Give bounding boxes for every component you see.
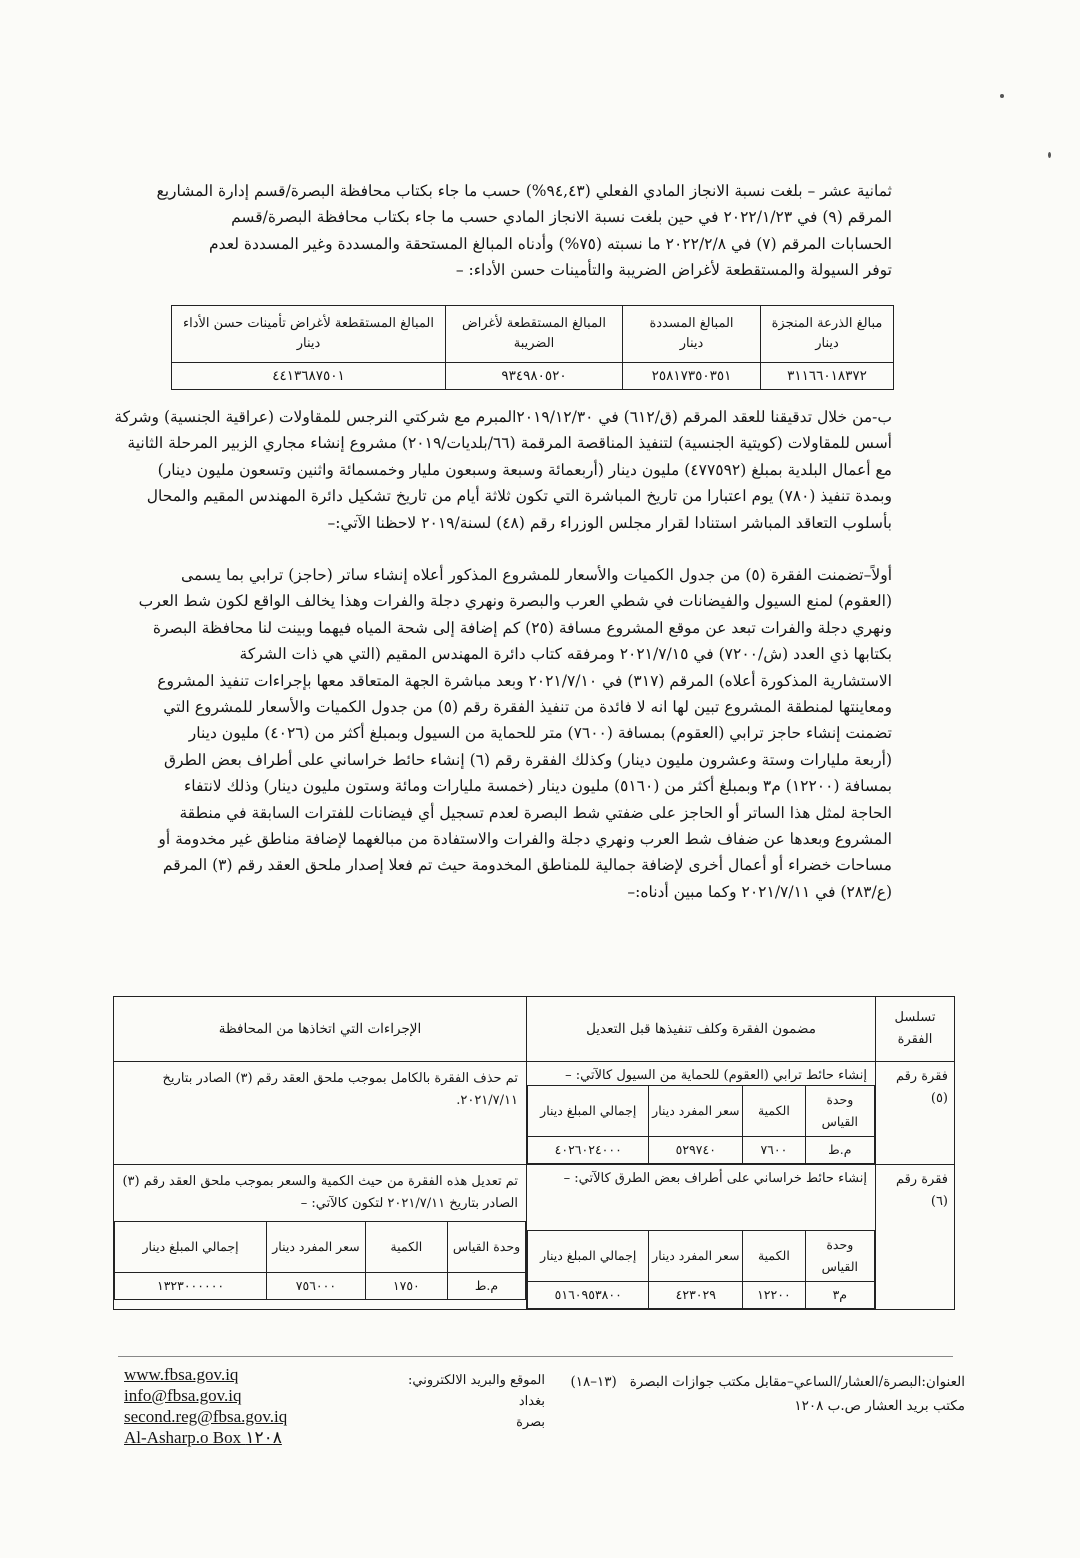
- footer-baghdad: بغداد: [518, 1394, 545, 1409]
- footer-links: [124, 1364, 334, 1448]
- amount-value: ٣١١٦٦٠١٨٣٧٢: [761, 363, 894, 390]
- inner-header-price: سعر المفرد دينار: [267, 1222, 366, 1273]
- row-action: [114, 1062, 527, 1165]
- intro-paragraph: [130, 178, 892, 284]
- row-content: [527, 1062, 876, 1165]
- section-first-paragraph: [130, 562, 892, 905]
- inner-header-total: إجمالي المبلغ دينار: [528, 1086, 649, 1137]
- row-title: إنشاء حائط ترابي (العقوم) للحماية من السيول كالآتي: –: [565, 1068, 867, 1083]
- inner-header-qty: الكمية: [743, 1086, 805, 1137]
- row-seq: فقرة رقم (٥): [876, 1062, 955, 1165]
- inner-header-price: سعر المفرد دينار: [649, 1086, 743, 1137]
- footer-address: [560, 1370, 965, 1418]
- row-content: [527, 1165, 876, 1310]
- section-first-line: ومعاينتها لمنطقة المشروع تبين لها انه لا فائدة من تنفيذ الفقرة رقم (٥) من جدول الكميات والأسعار للمشروع التي: [163, 698, 892, 717]
- cell-qty: ١٧٥٠: [365, 1273, 447, 1300]
- cell-price: ٧٥٦٠٠٠: [267, 1273, 366, 1300]
- table-row: [114, 1062, 955, 1165]
- section-b-line: ب-من خلال تدقيقنا للعقد المرقم (ق/٦١٢) في ٢٠١٩/١٢/٣٠المبرم مع شركتي النرجس للمقاولات (عراقية الجنسية) وشركة: [114, 408, 892, 426]
- section-b-line: وبمدة تنفيذ (٧٨٠) يوم اعتبارا من تاريخ المباشرة التي تكون ثلاثة أيام من تاريخ تشكيل دائرة المهندس المقيم والمحال: [146, 487, 892, 506]
- amount-value: ٤٤١٣٦٨٧٥٠١: [172, 363, 446, 390]
- intro-line: الحسابات المرقم (٧) في ٢٠٢٢/٢/٨ ما نسبته (٧٥%) وأدناه المبالغ المستحقة والمسددة وغير المسددة لعدم: [208, 234, 892, 253]
- section-first-line: الحاجة لمثل هذا الساتر أو الحاجز على ضفتي شط البصرة لعدم تسجيل أي فيضانات للفترات السابقة في منطقة: [179, 803, 892, 822]
- footer-phone: (١٣–١٨): [570, 1374, 617, 1390]
- amounts-table: [171, 305, 894, 390]
- po-box: Al-Asharp.o Box ١٢٠٨: [124, 1428, 282, 1447]
- footer-address-text: العنوان:البصرة/العشار/الساعي–مقابل مكتب جوازات البصرة: [629, 1374, 965, 1390]
- section-b-line: أسس للمقاولات (كويتية الجنسية) لتنفيذ المناقصة المرقمة (٦٦/بلديات/٢٠١٩) مشروع إنشاء مجاري الزبير المرحلة الثانية: [127, 434, 892, 453]
- header-seq: تسلسل الفقرة: [876, 997, 955, 1062]
- header-action: الإجراءات التي اتخاذها من المحافظة: [114, 997, 527, 1062]
- revised-cost-table: [114, 1221, 526, 1300]
- intro-line: توفر السيولة والمستقطعة لأغراض الضريبة والتأمينات حسن الأداء: –: [455, 261, 892, 280]
- inner-header-qty: الكمية: [743, 1231, 805, 1282]
- row-seq: فقرة رقم (٦): [876, 1165, 955, 1310]
- cell-qty: ١٢٢٠٠: [743, 1282, 805, 1309]
- intro-line: المرقم (٩) في ٢٠٢٢/١/٢٣ في حين بلغت نسبة الانجاز المادي حسب ما جاء بكتاب محافظة البصرة/قسم: [231, 208, 892, 227]
- section-first-line: تضمنت إنشاء حاجز ترابي (العقوم) بمسافة (٧٦٠٠) متر للحماية من السيول وبمبلغ أكثر من (٤٠٢٦) مليون دينار: [188, 724, 892, 743]
- cell-total: ٤٠٢٦٠٢٤٠٠٠: [528, 1137, 649, 1164]
- amount-value: ٢٥٨١٧٣٥٠٣٥١: [623, 363, 761, 390]
- table-row: [114, 1165, 955, 1310]
- scan-speck: [1048, 152, 1051, 158]
- section-first-line: مساحات خضراء أو أعمال أخرى لإضافة جمالية للمناطق المخدومة حيث تم فعلا إصدار ملحق العقد رقم (٣) المرقم: [162, 856, 892, 875]
- section-first-line: ونهري دجلة والفرات تبعد عن موقع المشروع مسافة (٢٥) كم إضافة إلى شحة المياه فيهما وبينت لنا محافظة البصرة: [152, 618, 892, 637]
- amounts-header: المبالغ المستقطعة لأغراض الضريبة: [446, 306, 623, 363]
- section-first-line: (أربعة مليارات وستة وعشرون مليون دينار) وكذلك الفقرة رقم (٦) إنشاء حائط خراساني على أطراف بعض الطرق: [163, 750, 892, 769]
- section-first-line: بمسافة (١٢٢٠٠) م٣ وبمبلغ أكثر من (٥١٦٠) مليون دينار (خمسة مليارات ومائة وستون مليون دينار) وذلك لانتفاء: [183, 777, 892, 796]
- section-b-line: بأسلوب التعاقد المباشر استنادا لقرار مجلس الوزراء رقم (٤٨) لسنة/٢٠١٩ لاحظنا الآتي:–: [327, 513, 892, 532]
- action-text: تم حذف الفقرة بالكامل بموجب ملحق العقد رقم (٣) الصادر بتاريخ ٢٠٢١/٧/١١.: [162, 1071, 518, 1108]
- footer-divider: [118, 1356, 953, 1357]
- footer-mailbox: مكتب بريد العشار ص.ب ١٢٠٨: [794, 1398, 965, 1414]
- scan-speck: [1000, 94, 1004, 98]
- cost-table: [527, 1085, 875, 1164]
- action-text: تم تعديل هذه الفقرة من حيث الكمية والسعر بموجب ملحق العقد رقم (٣) الصادر بتاريخ ٢٠٢١/٧/١١ لتكون كالآتي: –: [122, 1174, 518, 1211]
- footer-site-label: الموقع والبريد الالكتروني:: [408, 1373, 545, 1388]
- inner-header-total: إجمالي المبلغ دينار: [115, 1222, 267, 1273]
- paragraph-changes-table: [113, 996, 955, 1310]
- intro-line: ثمانية عشر – بلغت نسبة الانجاز المادي الفعلي (٩٤,٤٣%) حسب ما جاء بكتاب محافظة البصرة/قسم إدارة المشاريع: [156, 182, 892, 200]
- cell-unit: م.ط: [805, 1137, 874, 1164]
- website-link[interactable]: www.fbsa.gov.iq: [124, 1365, 239, 1384]
- cell-qty: ٧٦٠٠: [743, 1137, 805, 1164]
- main-table-header-row: [114, 997, 955, 1062]
- amounts-header: المبالغ المستقطعة لأغراض تأمينات حسن الأداء دينار: [172, 306, 446, 363]
- amount-value: ٩٣٤٩٨٠٥٢٠: [446, 363, 623, 390]
- amounts-values-row: [172, 363, 894, 390]
- cell-total: ٥١٦٠٩٥٣٨٠٠: [528, 1282, 649, 1309]
- section-first-line: الاستشارية المذكورة أعلاه) المرقم (٣١٧) في ٢٠٢١/٧/١٠ وبعد مباشرة الجهة المتعاقد معها بإجراءات تنفيذ المشروع: [157, 671, 892, 690]
- cost-table: [527, 1230, 875, 1309]
- section-b-line: مع أعمال البلدية بمبلغ (٤٧٧٥٩٢) مليون دينار (أربعمائة وسبعة وسبعون مليار وخمسمائة واثنين وتسعون مليون دينار): [157, 460, 892, 479]
- section-b-paragraph: [112, 404, 892, 536]
- email-link[interactable]: info@fbsa.gov.iq: [124, 1386, 242, 1405]
- footer-contact-labels: [330, 1370, 545, 1433]
- inner-header-unit: وحدة القياس: [447, 1222, 525, 1273]
- inner-header-total: إجمالي المبلغ دينار: [528, 1231, 649, 1282]
- section-first-line: بكتابها ذي العدد (ش/٧٢٠٠) في ٢٠٢١/٧/١٥ ومرفقه كتاب دائرة المهندس المقيم (التي هي ذات الشركة: [239, 645, 892, 664]
- footer-basra: بصرة: [516, 1415, 545, 1430]
- amounts-header-row: [172, 306, 894, 363]
- row-title: إنشاء حائط خراساني على أطراف بعض الطرق كالآتي: –: [563, 1171, 867, 1186]
- section-first-line: المشروع وبعدها عن ضفاف شط العرب ونهري دجلة والفرات والاستفادة من مبالغهما لإضافة مناطق غير مخدومة أو: [158, 830, 892, 849]
- row-action: [114, 1165, 527, 1310]
- amounts-header: المبالغ المسددة دينار: [623, 306, 761, 363]
- inner-header-unit: وحدة القياس: [805, 1086, 874, 1137]
- section-first-line: أولاً–تضمنت الفقرة (٥) من جدول الكميات والأسعار للمشروع المذكور أعلاه إنشاء ساتر (حاجز) ترابي بما يسمى: [181, 566, 892, 584]
- section-first-line: (العقوم) لمنع السيول والفيضانات في شطي العرب والبصرة ونهري دجلة والفرات وهذا يخالف الواقع لكون شط العرب: [138, 592, 892, 611]
- cell-price: ٤٢٣٠٢٩: [649, 1282, 743, 1309]
- inner-header-qty: الكمية: [365, 1222, 447, 1273]
- cell-total: ١٣٢٣٠٠٠٠٠٠: [115, 1273, 267, 1300]
- amounts-header: مبالغ الذرعة المنجزة دينار: [761, 306, 894, 363]
- cell-unit: م٣: [805, 1282, 874, 1309]
- cell-unit: م.ط: [447, 1273, 525, 1300]
- email-link[interactable]: second.reg@fbsa.gov.iq: [124, 1407, 288, 1426]
- inner-header-unit: وحدة القياس: [805, 1231, 874, 1282]
- header-content: مضمون الفقرة وكلف تنفيذها قبل التعديل: [527, 997, 876, 1062]
- inner-header-price: سعر المفرد دينار: [649, 1231, 743, 1282]
- cell-price: ٥٢٩٧٤٠: [649, 1137, 743, 1164]
- section-first-line: (ع/٢٨٣) في ٢٠٢١/٧/١١ وكما مبين أدناه:–: [627, 882, 892, 901]
